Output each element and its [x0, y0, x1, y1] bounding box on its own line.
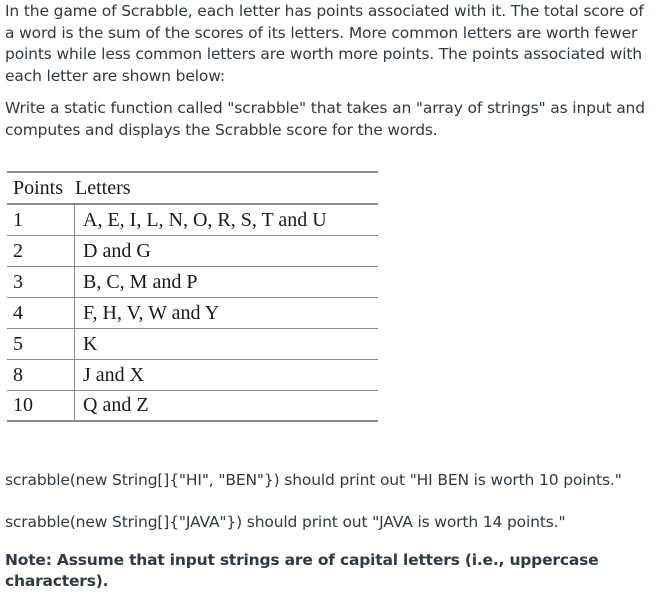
- table-row: [7, 391, 378, 422]
- row-letters: A, E, I, L, N, O, R, S, T and U: [83, 208, 327, 231]
- row-points: 3: [7, 267, 75, 297]
- table-row: [7, 267, 378, 298]
- header-letters: Letters: [75, 176, 131, 199]
- example-1: scrabble(new String[]{"HI", "BEN"}) should print out "HI BEN is worth 10 points.": [5, 471, 622, 489]
- row-letters: Q and Z: [83, 394, 149, 416]
- table-row: [7, 298, 378, 329]
- row-points: 5: [7, 329, 75, 359]
- row-letters: J and X: [83, 363, 145, 386]
- example-2: scrabble(new String[]{"JAVA"}) should print out "JAVA is worth 14 points.": [5, 513, 566, 531]
- table-row: [7, 236, 378, 267]
- table-header-row: [7, 173, 378, 203]
- row-points: 2: [7, 236, 75, 266]
- row-letters: D and G: [83, 239, 151, 262]
- row-points: 10: [7, 391, 75, 420]
- intro-paragraph: In the game of Scrabble, each letter has points associated with it. The total score of a word is the sum of the scores of its letters. More common letters are worth fewer points while less common letters are worth more points. The points associated with each letter are shown below:: [5, 2, 644, 85]
- task-paragraph: Write a static function called "scrabble" that takes an "array of strings" as input and computes and displays the Scrabble score for the words.: [5, 99, 645, 139]
- table-row: [7, 329, 378, 360]
- row-letters: F, H, V, W and Y: [83, 301, 220, 324]
- table-row: [7, 205, 378, 236]
- note-text: Note: Assume that input strings are of capital letters (i.e., uppercase characters).: [5, 551, 599, 590]
- header-points: Points: [13, 176, 64, 199]
- row-points: 8: [7, 360, 75, 390]
- row-points: 1: [7, 205, 75, 235]
- row-letters: B, C, M and P: [83, 270, 198, 293]
- row-points: 4: [7, 298, 75, 328]
- row-letters: K: [83, 332, 98, 355]
- points-table: [7, 171, 378, 422]
- table-row: [7, 360, 378, 391]
